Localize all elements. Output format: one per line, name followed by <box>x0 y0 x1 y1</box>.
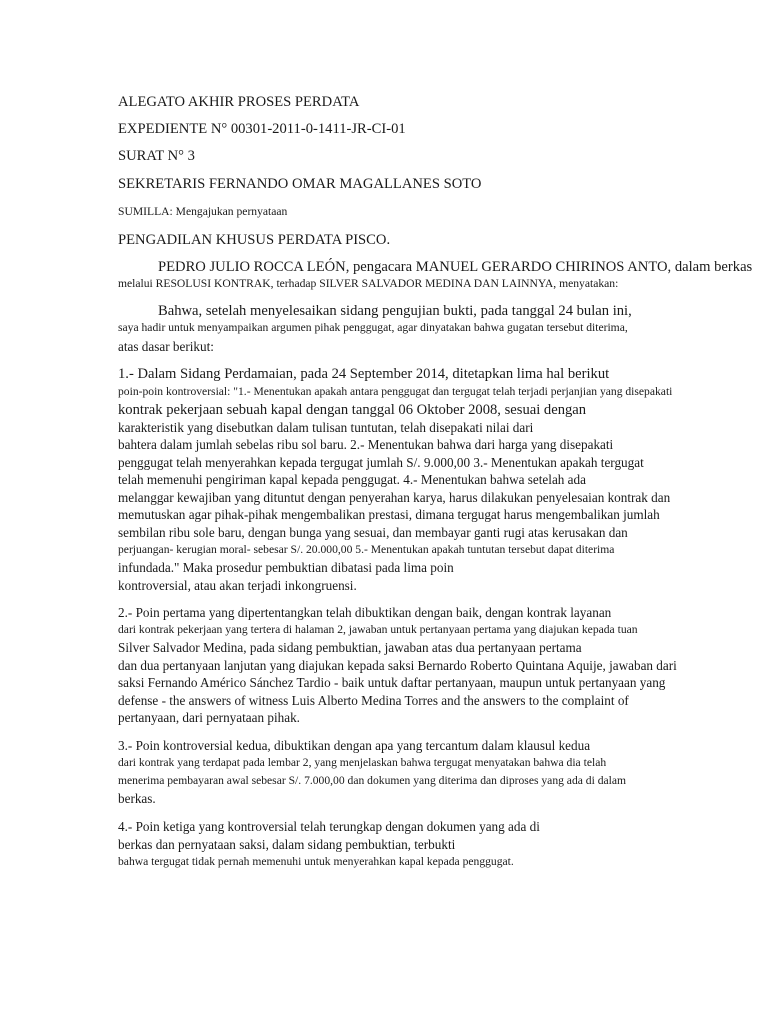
point1-line: kontroversial, atau akan terjadi inkongruensi. <box>118 578 357 593</box>
opening-line: Bahwa, setelah menyelesaikan sidang pengujian bukti, pada tanggal 24 bulan ini, <box>158 303 632 319</box>
opening-line: saya hadir untuk menyampaikan argumen pihak penggugat, agar dinyatakan bahwa gugatan tersebut diterima, <box>118 321 628 334</box>
point1-line: bahtera dalam jumlah sebelas ribu sol baru. 2.- Menentukan bahwa dari harga yang disepakati <box>118 437 614 452</box>
point2-line: pertanyaan, dari pernyataan pihak. <box>118 710 300 725</box>
expediente-number: EXPEDIENTE N° 00301-2011-0-1411-JR-CI-01 <box>118 121 406 137</box>
point1-line: telah memenuhi pengiriman kapal kepada penggugat. 4.- Menentukan bahwa setelah ada <box>118 472 586 487</box>
point3-line: menerima pembayaran awal sebesar S/. 7.000,00 dan dokumen yang diterima dan diproses yang ada di dalam <box>118 774 627 787</box>
point2-line: defense - the answers of witness Luis Alberto Medina Torres and the answers to the complaint of <box>118 693 629 708</box>
point4-line: 4.- Poin ketiga yang kontroversial telah terungkap dengan dokumen yang ada di <box>118 819 540 834</box>
point1-line: penggugat telah menyerahkan kepada tergugat jumlah S/. 9.000,00 3.- Menentukan apakah tergugat <box>118 455 644 470</box>
point2-line: Silver Salvador Medina, pada sidang pembuktian, jawaban atas dua pertanyaan pertama <box>118 640 582 655</box>
point3-line: berkas. <box>118 791 156 806</box>
point2-line: dari kontrak pekerjaan yang tertera di halaman 2, jawaban untuk pertanyaan pertama yang diajukan kepada tuan <box>118 623 638 636</box>
sumilla-line: SUMILLA: Mengajukan pernyataan <box>118 205 288 218</box>
surat-number: SURAT N° 3 <box>118 148 195 164</box>
point1-line: sembilan ribu sole baru, dengan bunga yang sesuai, dan membayar ganti rugi atas kerusakan dan <box>118 525 628 540</box>
point1-line: poin-poin kontroversial: "1.- Menentukan apakah antara penggugat dan tergugat telah terjadi perjanjian yang disepakati <box>118 385 673 398</box>
point4-line: bahwa tergugat tidak pernah memenuhi untuk menyerahkan kapal kepada penggugat. <box>118 855 514 868</box>
court-line: PENGADILAN KHUSUS PERDATA PISCO. <box>118 232 391 248</box>
point3-line: dari kontrak yang terdapat pada lembar 2, yang menjelaskan bahwa tergugat menyatakan bahwa dia telah <box>118 756 607 769</box>
point3-line: 3.- Poin kontroversial kedua, dibuktikan dengan apa yang tercantum dalam klausul kedua <box>118 738 591 753</box>
document-title: ALEGATO AKHIR PROSES PERDATA <box>118 94 360 110</box>
point4-line: berkas dan pernyataan saksi, dalam sidang pembuktian, terbukti <box>118 837 456 852</box>
opening-line: atas dasar berikut: <box>118 339 214 354</box>
point1-line: melanggar kewajiban yang dituntut dengan penyerahan karya, harus dilakukan penyelesaian kontrak dan <box>118 490 671 505</box>
point2-line: dan dua pertanyaan lanjutan yang diajukan kepada saksi Bernardo Roberto Quintana Aquije, jawaban dari <box>118 658 677 673</box>
point1-line: karakteristik yang disebutkan dalam tulisan tuntutan, telah disepakati nilai dari <box>118 420 534 435</box>
point1-line: perjuangan- kerugian moral- sebesar S/. 20.000,00 5.- Menentukan apakah tuntutan tersebut dapat diterima <box>118 543 615 556</box>
point1-line: 1.- Dalam Sidang Perdamaian, pada 24 September 2014, ditetapkan lima hal berikut <box>118 366 610 382</box>
point2-line: 2.- Poin pertama yang dipertentangkan telah dibuktikan dengan baik, dengan kontrak layanan <box>118 605 612 620</box>
point1-line: kontrak pekerjaan sebuah kapal dengan tanggal 06 Oktober 2008, sesuai dengan <box>118 402 587 418</box>
intro-line: melalui RESOLUSI KONTRAK, terhadap SILVER SALVADOR MEDINA DAN LAINNYA, menyatakan: <box>118 277 619 290</box>
point1-line: memutuskan agar pihak-pihak mengembalikan prestasi, dimana tergugat harus mengembalikan jumlah <box>118 507 660 522</box>
point2-line: saksi Fernando Américo Sánchez Tardio - baik untuk daftar pertanyaan, maupun untuk pertanyaan yang <box>118 675 666 690</box>
intro-line: PEDRO JULIO ROCCA LEÓN, pengacara MANUEL GERARDO CHIRINOS ANTO, dalam berkas <box>158 259 753 275</box>
sekretaris-line: SEKRETARIS FERNANDO OMAR MAGALLANES SOTO <box>118 176 482 192</box>
point1-line: infundada." Maka prosedur pembuktian dibatasi pada lima poin <box>118 560 454 575</box>
